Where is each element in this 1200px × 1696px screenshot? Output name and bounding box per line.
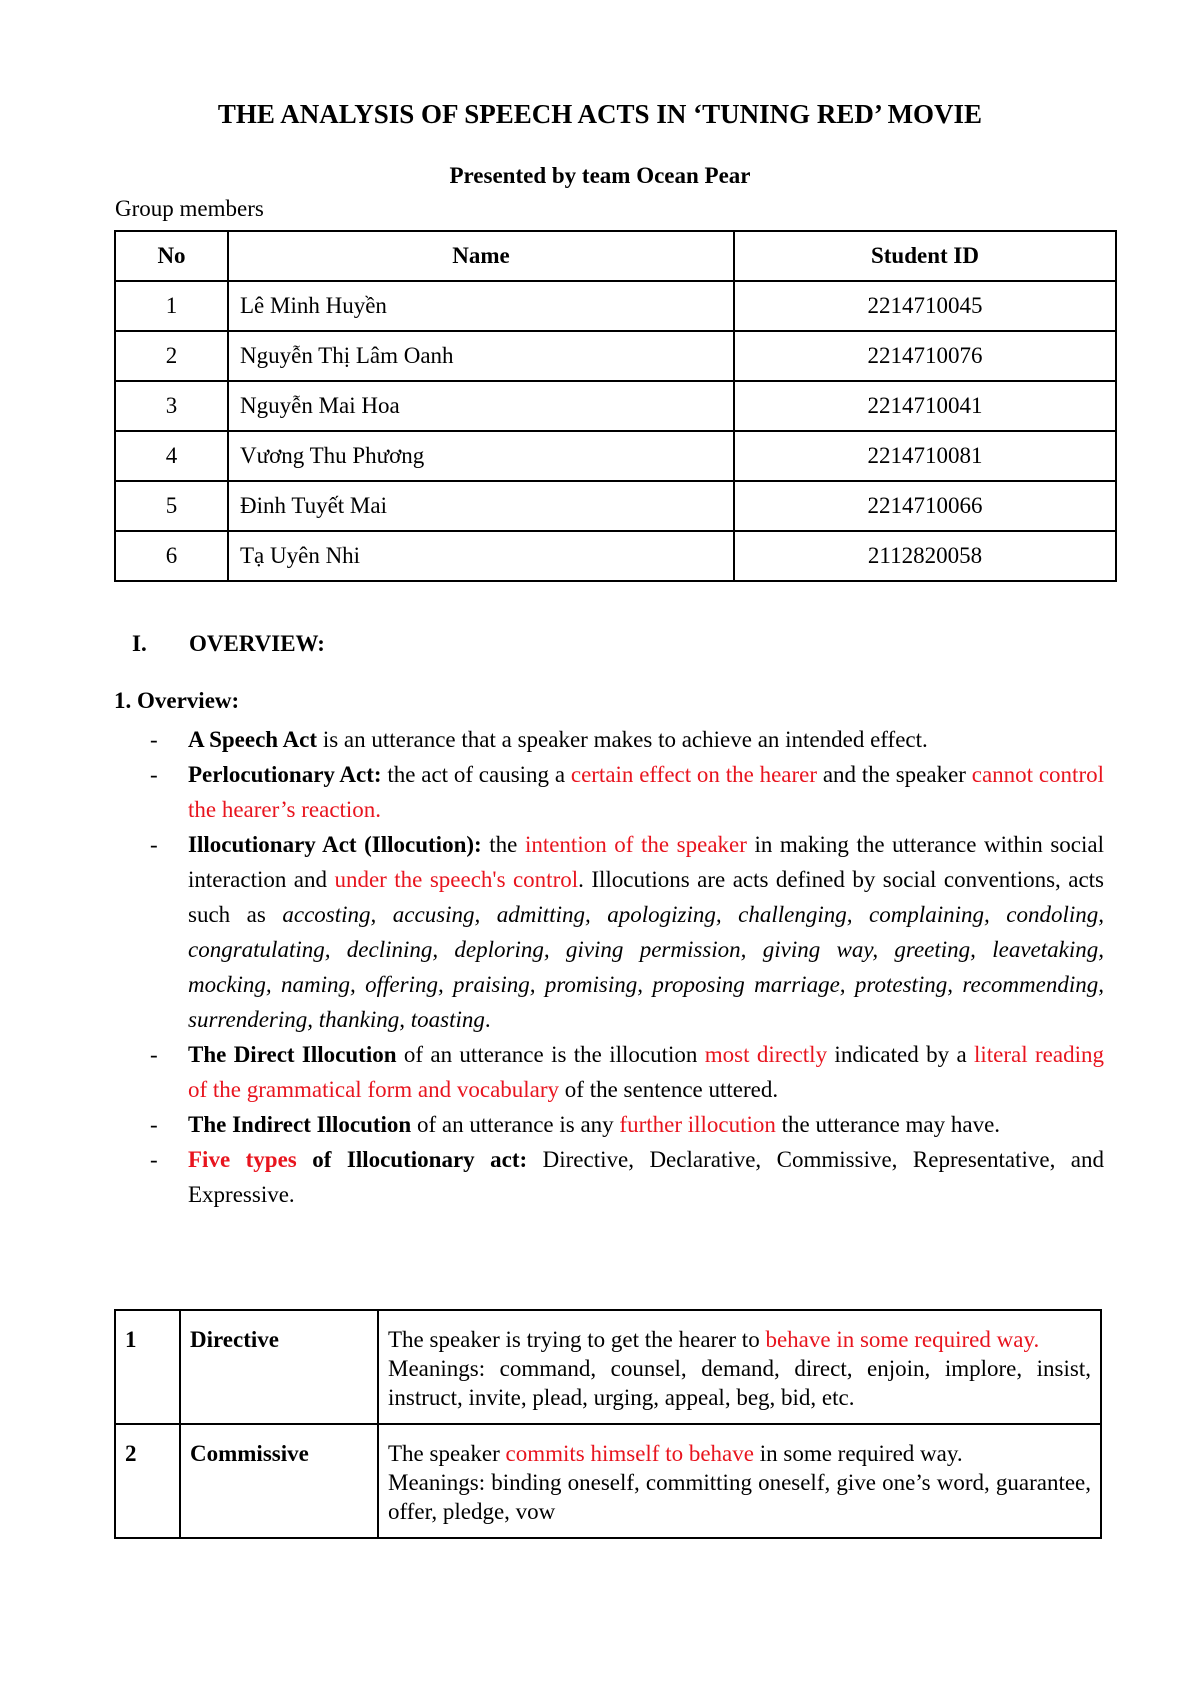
member-no: 1 <box>115 281 228 331</box>
member-id: 2214710076 <box>734 331 1116 381</box>
bullet-text: of the sentence uttered. <box>559 1077 779 1102</box>
highlight-text: under the speech's control <box>334 867 579 892</box>
member-no: 5 <box>115 481 228 531</box>
member-name: Nguyễn Mai Hoa <box>228 381 734 431</box>
group-members-label: Group members <box>115 196 264 221</box>
document-title: THE ANALYSIS OF SPEECH ACTS IN ‘TUNING RED’ MOVIE <box>217 99 983 129</box>
table-row <box>115 331 1116 381</box>
document-subtitle: Presented by team Ocean Pear <box>449 163 751 188</box>
table-row <box>115 381 1116 431</box>
bullet-text: and the speaker <box>817 762 972 787</box>
list-item <box>150 722 1104 757</box>
table-row <box>115 481 1116 531</box>
bullet-text: the act of causing a <box>381 762 571 787</box>
member-no: 6 <box>115 531 228 581</box>
highlight-text: cannot control the hearer’s reaction. <box>188 762 1104 822</box>
member-name: Đinh Tuyết Mai <box>228 481 734 531</box>
highlight-text: intention of the speaker <box>524 832 747 857</box>
type-no: 2 <box>115 1424 180 1538</box>
type-description <box>378 1424 1101 1538</box>
bullet-dash: - <box>150 832 158 857</box>
bullet-text: Directive, Declarative, Commissive, Representative, and Expressive. <box>188 1147 1105 1207</box>
bullet-text: of an utterance is any <box>411 1112 620 1137</box>
section-title: OVERVIEW: <box>189 631 325 656</box>
section-heading-overview <box>132 631 325 657</box>
member-id: 2112820058 <box>734 531 1116 581</box>
list-item <box>150 1107 1104 1142</box>
highlight-text: commits himself to behave <box>505 1441 754 1466</box>
illocution-examples: accosting, accusing, admitting, apologizing, challenging, complaining, condoling, congratulating, declining, deploring, giving permission, giving way, greeting, leavetaking, mocking, naming, offering, praising, promising, proposing marriage, protesting, recommending, surrendering, thanking, toasting <box>188 902 1104 1032</box>
list-item <box>150 1142 1104 1212</box>
subsection-heading: 1. Overview: <box>114 688 240 713</box>
members-table-header-row <box>115 231 1116 281</box>
overview-bullet-list <box>150 722 1104 1212</box>
bullet-text: . <box>484 1007 491 1032</box>
type-name: Directive <box>180 1310 378 1424</box>
member-name: Vương Thu Phương <box>228 431 734 481</box>
highlight-text: further illocution <box>619 1112 776 1137</box>
type-name: Commissive <box>180 1424 378 1538</box>
table-row <box>115 431 1116 481</box>
bullet-term: Perlocutionary Act: <box>188 762 382 787</box>
bullet-text: in making the utterance within social interaction and <box>188 832 1104 892</box>
header-student-id: Student ID <box>734 231 1116 281</box>
member-id: 2214710066 <box>734 481 1116 531</box>
bullet-term: of Illocutionary act: <box>296 1147 528 1172</box>
bullet-text: indicated by a <box>827 1042 975 1067</box>
table-row <box>115 1424 1101 1538</box>
member-name: Tạ Uyên Nhi <box>228 531 734 581</box>
member-name: Lê Minh Huyền <box>228 281 734 331</box>
bullet-text: . Illocutions are acts defined by social conventions, acts such as <box>188 867 1104 927</box>
bullet-text: the utterance may have. <box>775 1112 1001 1137</box>
bullet-term: A Speech Act <box>188 727 318 752</box>
member-no: 3 <box>115 381 228 431</box>
table-row <box>115 281 1116 331</box>
member-no: 2 <box>115 331 228 381</box>
bullet-dash: - <box>150 762 158 787</box>
bullet-term: Illocutionary Act (Illocution): <box>188 832 482 857</box>
bullet-dash: - <box>150 1112 158 1137</box>
member-no: 4 <box>115 431 228 481</box>
table-row <box>115 1310 1101 1424</box>
bullet-text: the <box>481 832 525 857</box>
type-text: The speaker is trying to get the hearer to <box>388 1327 766 1352</box>
illocution-types-table <box>114 1309 1102 1539</box>
bullet-dash: - <box>150 1147 158 1172</box>
header-name: Name <box>228 231 734 281</box>
list-item <box>150 1037 1104 1107</box>
members-table <box>114 230 1117 582</box>
type-meanings: Meanings: binding oneself, committing oneself, give one’s word, guarantee, offer, pledge, vow <box>388 1470 1091 1524</box>
bullet-text: is an utterance that a speaker makes to achieve an intended effect. <box>317 727 928 752</box>
highlight-text: literal reading of the grammatical form and vocabulary <box>188 1042 1104 1102</box>
bullet-dash: - <box>150 1042 158 1067</box>
highlight-text: certain effect on the hearer <box>570 762 818 787</box>
highlight-text: most directly <box>704 1042 828 1067</box>
highlight-text: behave in some required way. <box>765 1327 1040 1352</box>
member-id: 2214710081 <box>734 431 1116 481</box>
type-description <box>378 1310 1101 1424</box>
type-no: 1 <box>115 1310 180 1424</box>
list-item <box>150 757 1104 827</box>
type-text: in some required way. <box>753 1441 963 1466</box>
member-id: 2214710041 <box>734 381 1116 431</box>
bullet-text: of an utterance is the illocution <box>396 1042 705 1067</box>
highlight-term: Five types <box>188 1147 297 1172</box>
table-row <box>115 531 1116 581</box>
type-meanings: Meanings: command, counsel, demand, direct, enjoin, implore, insist, instruct, invite, plead, urging, appeal, beg, bid, etc. <box>388 1356 1091 1410</box>
type-text: The speaker <box>388 1441 506 1466</box>
bullet-dash: - <box>150 727 158 752</box>
section-number: I. <box>132 631 147 656</box>
bullet-term: The Indirect Illocution <box>188 1112 412 1137</box>
bullet-term: The Direct Illocution <box>188 1042 397 1067</box>
list-item <box>150 827 1104 1037</box>
member-name: Nguyễn Thị Lâm Oanh <box>228 331 734 381</box>
member-id: 2214710045 <box>734 281 1116 331</box>
header-no: No <box>115 231 228 281</box>
